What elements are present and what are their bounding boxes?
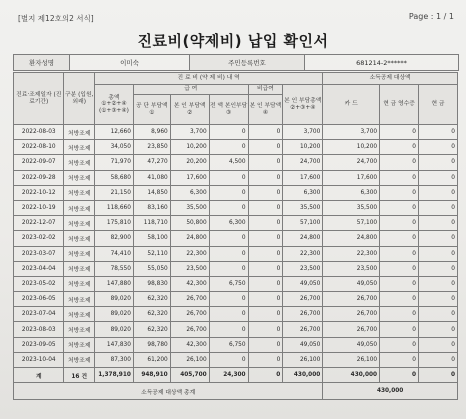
row-cash: 0: [419, 155, 458, 170]
row-cash: 0: [419, 140, 458, 155]
row-card: 35,500: [323, 200, 380, 215]
row-date: 2022-09-28: [14, 170, 64, 185]
row-full: 0: [209, 231, 248, 246]
row-patient: 24,800: [170, 231, 209, 246]
row-receipt: 0: [380, 307, 419, 322]
sum-total: 1,378,910: [94, 368, 133, 383]
table-row: [14, 352, 458, 367]
row-nonbenefit: 0: [248, 155, 283, 170]
row-total: 82,900: [94, 231, 133, 246]
page-number: Page : 1 / 1: [408, 12, 454, 21]
row-type: 처방조제: [64, 276, 95, 291]
row-full: 0: [209, 292, 248, 307]
row-patient: 23,500: [170, 261, 209, 276]
table-row: [14, 322, 458, 337]
row-full: 0: [209, 200, 248, 215]
row-insurer: 61,200: [133, 352, 170, 367]
row-cash: 0: [419, 185, 458, 200]
row-cash: 0: [419, 322, 458, 337]
row-receipt: 0: [380, 185, 419, 200]
row-full: 4,500: [209, 155, 248, 170]
row-patient-total: 24,700: [283, 155, 323, 170]
row-date: 2023-04-04: [14, 261, 64, 276]
row-receipt: 0: [380, 292, 419, 307]
row-cash: 0: [419, 276, 458, 291]
row-card: 26,700: [323, 292, 380, 307]
table-row: [14, 170, 458, 185]
row-card: 24,700: [323, 155, 380, 170]
table-row: [14, 155, 458, 170]
row-patient: 20,200: [170, 155, 209, 170]
row-nonbenefit: 0: [248, 322, 283, 337]
row-cash: 0: [419, 307, 458, 322]
sum-patient-total: 430,000: [283, 368, 323, 383]
header-nonbenefit: 본 인 부담액 ④: [248, 95, 283, 125]
sum-receipt: 0: [380, 368, 419, 383]
row-total: 21,150: [94, 185, 133, 200]
row-nonbenefit: 0: [248, 140, 283, 155]
header-patient: 본 인 부담액 ②: [170, 95, 209, 125]
row-nonbenefit: 0: [248, 200, 283, 215]
row-receipt: 0: [380, 216, 419, 231]
row-card: 24,800: [323, 231, 380, 246]
row-total: 87,300: [94, 352, 133, 367]
row-insurer: 52,110: [133, 246, 170, 261]
row-type: 처방조제: [64, 307, 95, 322]
patient-info-table: [13, 54, 459, 71]
header-card: 카 드: [323, 85, 380, 125]
sum-row: [14, 368, 458, 383]
row-card: 57,100: [323, 216, 380, 231]
row-patient-total: 24,800: [283, 231, 323, 246]
row-date: 2023-08-03: [14, 322, 64, 337]
row-cash: 0: [419, 170, 458, 185]
row-patient-total: 22,300: [283, 246, 323, 261]
table-row: [14, 276, 458, 291]
sum-card: 430,000: [323, 368, 380, 383]
row-total: 147,880: [94, 276, 133, 291]
row-nonbenefit: 0: [248, 216, 283, 231]
row-patient-total: 26,700: [283, 292, 323, 307]
table-row: [14, 216, 458, 231]
row-receipt: 0: [380, 276, 419, 291]
table-row: [14, 185, 458, 200]
row-receipt: 0: [380, 125, 419, 140]
row-full: 0: [209, 352, 248, 367]
row-insurer: 118,710: [133, 216, 170, 231]
header-cash: 현 금: [419, 85, 458, 125]
row-patient: 10,200: [170, 140, 209, 155]
patient-name: 이미숙: [70, 55, 190, 71]
header-group-deduct: 소득공제 대상액: [323, 73, 458, 85]
row-full: 6,750: [209, 276, 248, 291]
row-cash: 0: [419, 337, 458, 352]
row-full: 6,750: [209, 337, 248, 352]
row-date: 2023-06-05: [14, 292, 64, 307]
row-receipt: 0: [380, 170, 419, 185]
row-patient-total: 23,500: [283, 261, 323, 276]
row-total: 89,020: [94, 322, 133, 337]
row-insurer: 98,830: [133, 276, 170, 291]
table-row: [14, 307, 458, 322]
row-full: 0: [209, 185, 248, 200]
row-nonbenefit: 0: [248, 307, 283, 322]
row-date: 2022-08-10: [14, 140, 64, 155]
row-cash: 0: [419, 261, 458, 276]
row-type: 처방조제: [64, 216, 95, 231]
row-patient-total: 10,200: [283, 140, 323, 155]
row-patient: 50,800: [170, 216, 209, 231]
row-patient: 42,300: [170, 276, 209, 291]
row-date: 2023-03-07: [14, 246, 64, 261]
row-patient: 26,700: [170, 292, 209, 307]
row-patient: 6,300: [170, 185, 209, 200]
sum-insurer: 948,910: [133, 368, 170, 383]
row-type: 처방조제: [64, 261, 95, 276]
row-type: 처방조제: [64, 292, 95, 307]
row-total: 58,680: [94, 170, 133, 185]
table-row: [14, 200, 458, 215]
row-insurer: 62,320: [133, 292, 170, 307]
row-receipt: 0: [380, 140, 419, 155]
row-card: 22,300: [323, 246, 380, 261]
row-card: 3,700: [323, 125, 380, 140]
row-card: 49,050: [323, 337, 380, 352]
row-date: 2023-02-02: [14, 231, 64, 246]
row-nonbenefit: 0: [248, 261, 283, 276]
sum-patient: 405,700: [170, 368, 209, 383]
header-type: 구분 (입원, 외래): [64, 73, 95, 125]
row-total: 118,660: [94, 200, 133, 215]
row-card: 26,100: [323, 352, 380, 367]
row-patient: 42,300: [170, 337, 209, 352]
row-insurer: 47,270: [133, 155, 170, 170]
header-group-benefit: 급 여: [133, 85, 248, 95]
row-cash: 0: [419, 231, 458, 246]
row-date: 2022-10-19: [14, 200, 64, 215]
row-patient-total: 35,500: [283, 200, 323, 215]
row-nonbenefit: 0: [248, 170, 283, 185]
deduct-total-value: 430,000: [323, 383, 458, 400]
row-nonbenefit: 0: [248, 292, 283, 307]
row-card: 26,700: [323, 322, 380, 337]
row-type: 처방조제: [64, 322, 95, 337]
row-card: 26,700: [323, 307, 380, 322]
row-insurer: 41,080: [133, 170, 170, 185]
row-cash: 0: [419, 246, 458, 261]
row-patient-total: 26,100: [283, 352, 323, 367]
row-date: 2022-08-03: [14, 125, 64, 140]
row-date: 2023-10-04: [14, 352, 64, 367]
rrn-label: 주민등록번호: [190, 55, 305, 71]
row-insurer: 83,160: [133, 200, 170, 215]
row-date: 2022-10-12: [14, 185, 64, 200]
row-nonbenefit: 0: [248, 337, 283, 352]
row-full: 0: [209, 307, 248, 322]
form-number: [별지 제12호의2 서식]: [18, 14, 94, 23]
row-cash: 0: [419, 125, 458, 140]
row-patient-total: 49,050: [283, 337, 323, 352]
header-group-main: 진 료 비 (약 제 비) 내 역: [94, 73, 322, 85]
header-total: 총액 ①+②+④ (①+③+④): [94, 85, 133, 125]
row-total: 74,410: [94, 246, 133, 261]
row-patient: 22,300: [170, 246, 209, 261]
row-cash: 0: [419, 216, 458, 231]
row-full: 0: [209, 125, 248, 140]
sum-count: 16 건: [64, 368, 95, 383]
sum-full: 24,300: [209, 368, 248, 383]
header-group-nonbenefit: 비급여: [248, 85, 283, 95]
row-full: 0: [209, 140, 248, 155]
row-total: 89,020: [94, 292, 133, 307]
row-full: 0: [209, 261, 248, 276]
sum-nonbenefit: 0: [248, 368, 283, 383]
row-cash: 0: [419, 200, 458, 215]
row-patient-total: 26,700: [283, 322, 323, 337]
row-receipt: 0: [380, 352, 419, 367]
row-type: 처방조제: [64, 352, 95, 367]
table-row: [14, 231, 458, 246]
row-total: 34,050: [94, 140, 133, 155]
row-full: 6,300: [209, 216, 248, 231]
row-total: 147,830: [94, 337, 133, 352]
row-cash: 0: [419, 352, 458, 367]
row-card: 6,300: [323, 185, 380, 200]
payment-rows: [14, 125, 458, 368]
row-full: 0: [209, 246, 248, 261]
row-patient: 3,700: [170, 125, 209, 140]
header-date: 진료·조제일자 (진료기간): [14, 73, 64, 125]
row-nonbenefit: 0: [248, 276, 283, 291]
row-type: 처방조제: [64, 246, 95, 261]
row-type: 처방조제: [64, 140, 95, 155]
row-insurer: 62,320: [133, 307, 170, 322]
row-total: 78,550: [94, 261, 133, 276]
row-date: 2023-09-05: [14, 337, 64, 352]
table-row: [14, 125, 458, 140]
row-nonbenefit: 0: [248, 185, 283, 200]
row-receipt: 0: [380, 200, 419, 215]
table-row: [14, 140, 458, 155]
row-patient: 17,600: [170, 170, 209, 185]
row-type: 처방조제: [64, 125, 95, 140]
row-insurer: 8,960: [133, 125, 170, 140]
row-date: 2023-07-04: [14, 307, 64, 322]
row-card: 17,600: [323, 170, 380, 185]
row-patient-total: 57,100: [283, 216, 323, 231]
row-total: 89,020: [94, 307, 133, 322]
row-type: 처방조제: [64, 185, 95, 200]
row-insurer: 14,850: [133, 185, 170, 200]
row-card: 49,050: [323, 276, 380, 291]
row-nonbenefit: 0: [248, 352, 283, 367]
row-patient-total: 6,300: [283, 185, 323, 200]
row-nonbenefit: 0: [248, 246, 283, 261]
table-row: [14, 261, 458, 276]
payment-table: [13, 72, 458, 400]
header-insurer: 공 단 부담액 ①: [133, 95, 170, 125]
row-total: 71,970: [94, 155, 133, 170]
row-type: 처방조제: [64, 200, 95, 215]
row-full: 0: [209, 322, 248, 337]
row-date: 2023-05-02: [14, 276, 64, 291]
row-receipt: 0: [380, 322, 419, 337]
row-patient: 26,700: [170, 307, 209, 322]
row-card: 10,200: [323, 140, 380, 155]
row-insurer: 58,100: [133, 231, 170, 246]
table-row: [14, 292, 458, 307]
table-row: [14, 246, 458, 261]
row-patient-total: 3,700: [283, 125, 323, 140]
row-receipt: 0: [380, 261, 419, 276]
row-receipt: 0: [380, 246, 419, 261]
row-full: 0: [209, 170, 248, 185]
row-patient-total: 17,600: [283, 170, 323, 185]
row-date: 2022-12-07: [14, 216, 64, 231]
deduct-total-row: [14, 383, 458, 400]
header-full: 전 액 본인부담 ③: [209, 95, 248, 125]
rrn-value: 681214-2******: [305, 55, 459, 71]
row-insurer: 23,850: [133, 140, 170, 155]
row-nonbenefit: 0: [248, 125, 283, 140]
row-patient-total: 49,050: [283, 276, 323, 291]
sum-label: 계: [14, 368, 64, 383]
sum-cash: 0: [419, 368, 458, 383]
row-type: 처방조제: [64, 231, 95, 246]
row-total: 12,660: [94, 125, 133, 140]
row-patient: 26,100: [170, 352, 209, 367]
row-type: 처방조제: [64, 155, 95, 170]
row-patient: 35,500: [170, 200, 209, 215]
row-insurer: 98,780: [133, 337, 170, 352]
row-nonbenefit: 0: [248, 231, 283, 246]
row-date: 2022-09-07: [14, 155, 64, 170]
document-title: 진료비(약제비) 납입 확인서: [137, 32, 329, 50]
row-patient-total: 26,700: [283, 307, 323, 322]
row-patient: 26,700: [170, 322, 209, 337]
row-receipt: 0: [380, 155, 419, 170]
deduct-total-label: 소득공제 대상액 총계: [14, 383, 323, 400]
header-patient-total: 본 인 부담총액 ②+③+④: [283, 85, 323, 125]
patient-name-label: 환자성명: [14, 55, 70, 71]
row-receipt: 0: [380, 337, 419, 352]
row-type: 처방조제: [64, 170, 95, 185]
row-card: 23,500: [323, 261, 380, 276]
row-type: 처방조제: [64, 337, 95, 352]
table-row: [14, 337, 458, 352]
row-insurer: 55,050: [133, 261, 170, 276]
row-total: 175,810: [94, 216, 133, 231]
row-receipt: 0: [380, 231, 419, 246]
row-cash: 0: [419, 292, 458, 307]
row-insurer: 62,320: [133, 322, 170, 337]
header-receipt: 현 금 영수증: [380, 85, 419, 125]
